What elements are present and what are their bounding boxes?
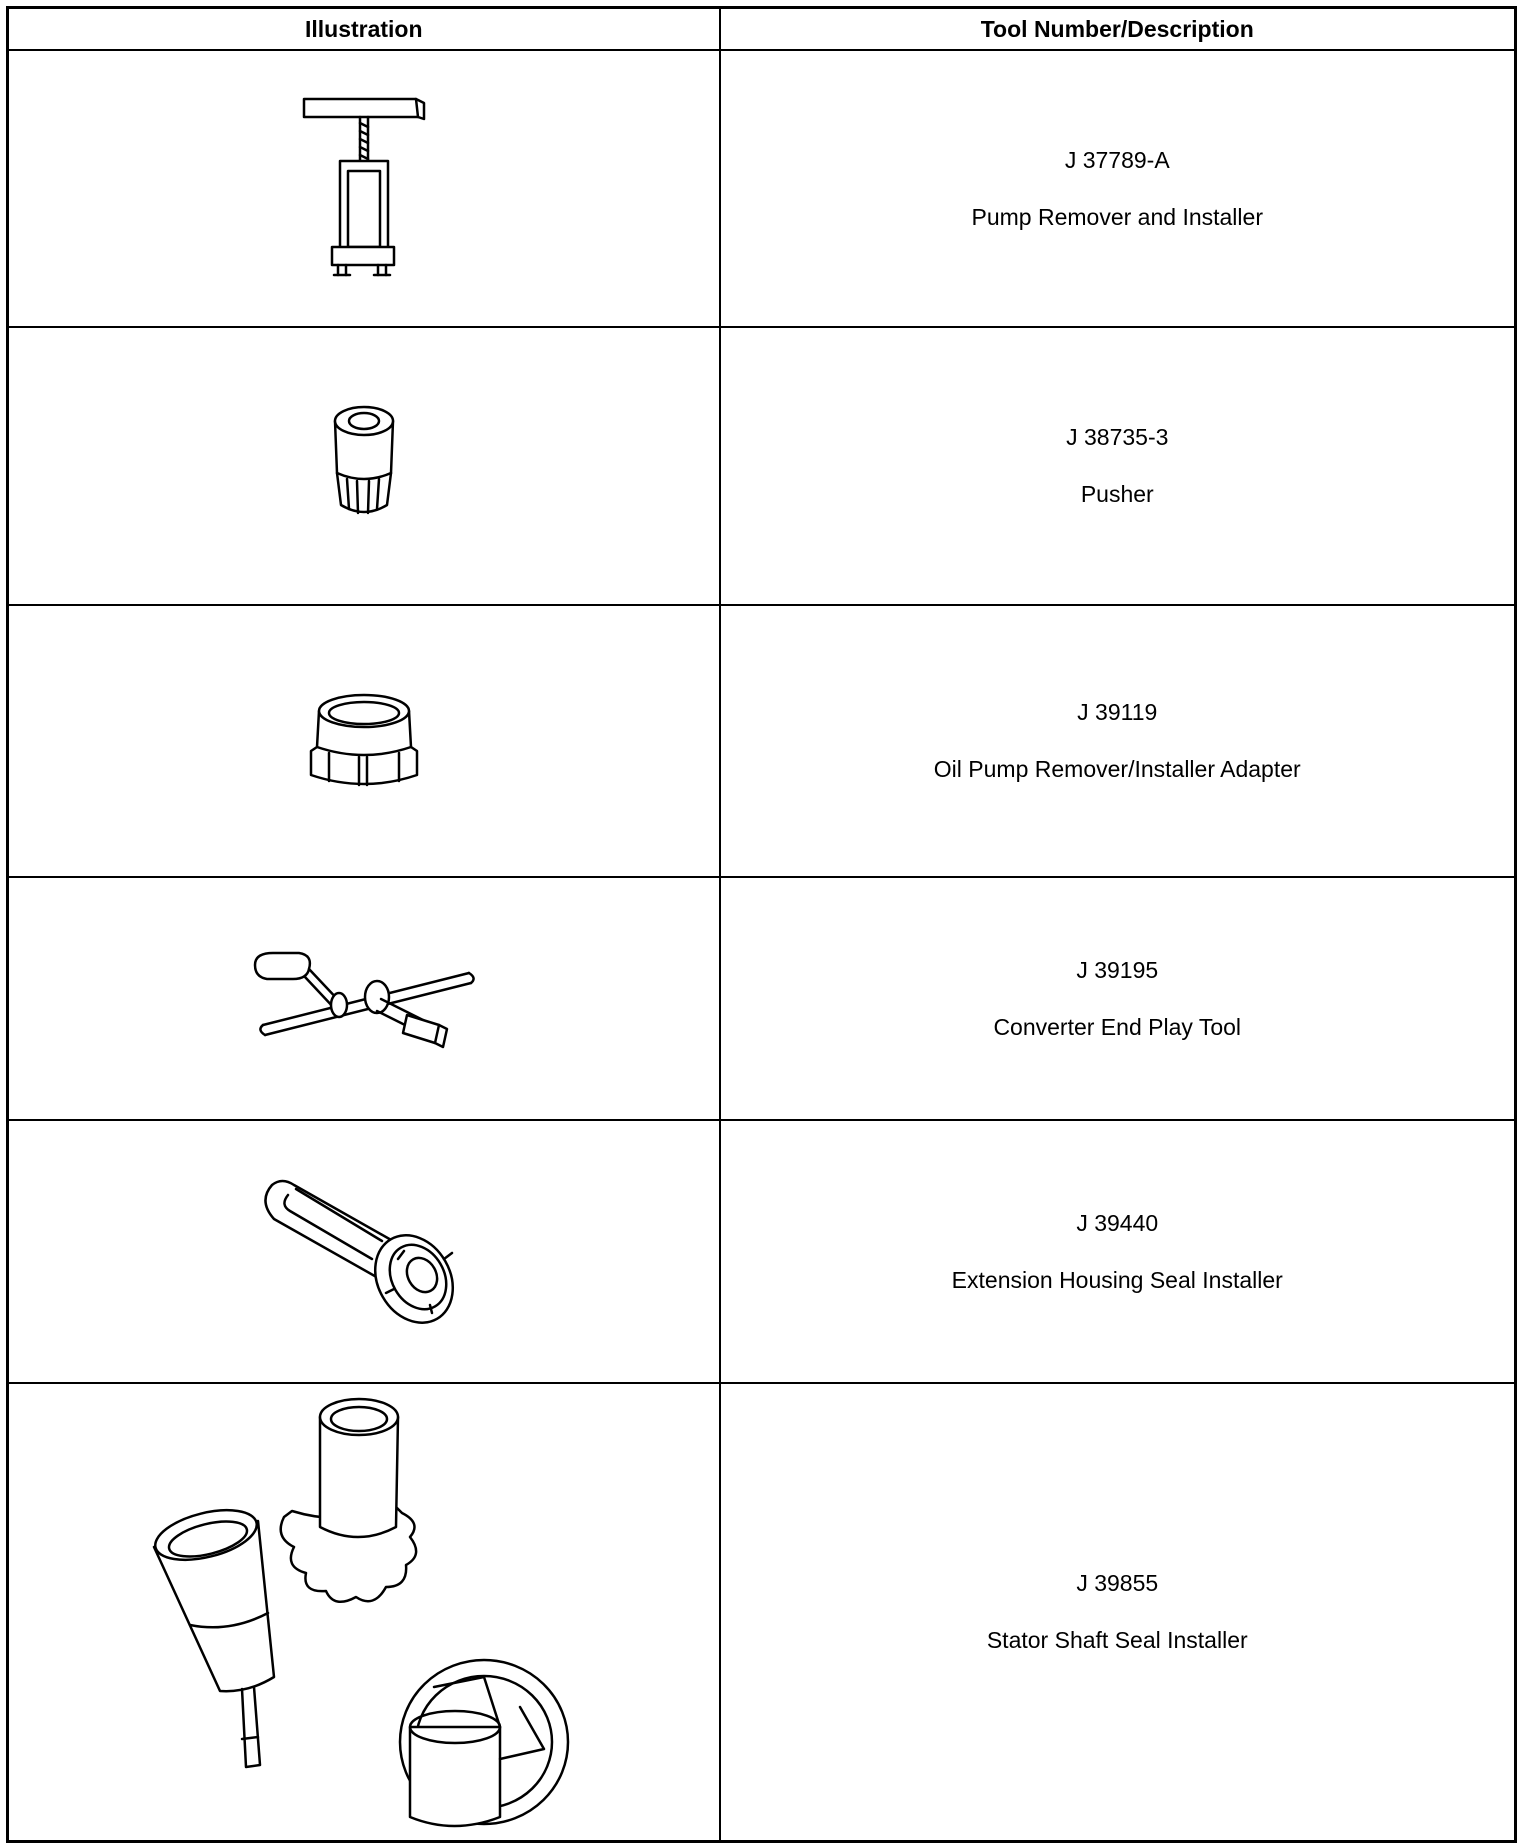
description-cell <box>720 1120 1516 1383</box>
tool-number: J 39195 <box>1076 956 1159 983</box>
pump-remover-installer-icon <box>294 89 434 289</box>
special-tools-table <box>6 6 1517 1843</box>
tool-number: J 37789-A <box>1064 146 1170 173</box>
pusher-icon <box>319 401 409 531</box>
illustration-header: Illustration <box>8 8 720 51</box>
tool-number: J 38735-3 <box>1066 424 1169 450</box>
tool-description: Stator Shaft Seal Installer <box>986 1626 1248 1653</box>
tool-description: Oil Pump Remover/Installer Adapter <box>933 756 1301 782</box>
table-row <box>8 327 1516 605</box>
tool-header: Tool Number/Description <box>720 8 1516 51</box>
stator-seal-installer-icon <box>134 1387 594 1837</box>
end-play-tool-icon <box>249 939 479 1059</box>
tool-description: Pusher <box>1080 481 1154 507</box>
illustration-cell <box>8 1120 720 1383</box>
illustration-cell <box>8 50 720 327</box>
table-row <box>8 50 1516 327</box>
table-row <box>8 1383 1516 1841</box>
illustration-cell <box>8 877 720 1120</box>
illustration-cell <box>8 1383 720 1841</box>
table-row <box>8 877 1516 1120</box>
description-cell <box>720 605 1516 877</box>
tool-description: Extension Housing Seal Installer <box>951 1266 1283 1293</box>
header-row <box>8 8 1516 51</box>
pump-adapter-icon <box>299 681 429 801</box>
description-cell <box>720 877 1516 1120</box>
tool-number: J 39119 <box>1077 699 1158 725</box>
seal-installer-icon <box>254 1167 474 1337</box>
tool-number: J 39855 <box>1076 1569 1159 1596</box>
illustration-cell <box>8 327 720 605</box>
table-row <box>8 605 1516 877</box>
description-cell <box>720 327 1516 605</box>
tool-description: Pump Remover and Installer <box>971 203 1263 230</box>
tool-description: Converter End Play Tool <box>993 1013 1242 1040</box>
description-cell <box>720 1383 1516 1841</box>
table-row <box>8 1120 1516 1383</box>
description-cell <box>720 50 1516 327</box>
tool-number: J 39440 <box>1076 1209 1159 1236</box>
illustration-cell <box>8 605 720 877</box>
